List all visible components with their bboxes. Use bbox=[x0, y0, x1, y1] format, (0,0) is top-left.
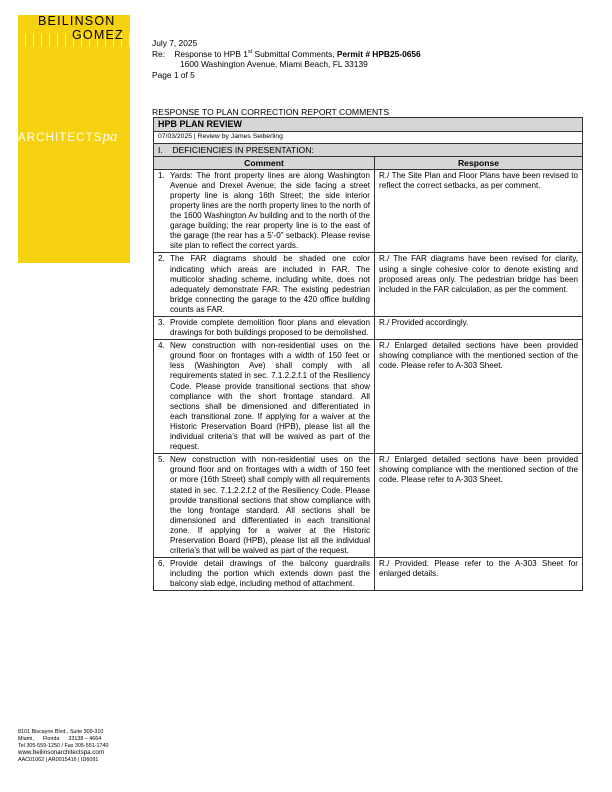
comment-cell bbox=[154, 317, 375, 340]
re-sup: st bbox=[247, 48, 253, 55]
comment-number: 5. bbox=[158, 455, 165, 465]
response-cell: R./ Enlarged detailed sections have been provided showing compliance with the mentioned section of the code. Please refer to A-303 Sheet. bbox=[375, 340, 583, 454]
table-title: HPB PLAN REVIEW bbox=[154, 118, 583, 132]
column-header-comment: Comment bbox=[154, 156, 375, 169]
permit-number: Permit # HPB25-0656 bbox=[336, 48, 421, 59]
comment-text: New construction with non-residential uses on the ground floor and on frontages with a width of 150 feet or more (16th Street) shall comply with all requirements stated in sec. 7.1.2.2.f.2 of the Resiliency Code. Please provide transitional sections that show compliance with the long frontage standard. All sections shall be dimensioned and differentiated in each transitional zone. If applying for a waiver at the Historic Preservation Board (HPB), please list all the individual criteria’s that will be waived as part of the request. bbox=[170, 455, 370, 556]
column-header-row bbox=[154, 156, 583, 169]
footer-website: www.beilinsonarchitectspa.com bbox=[18, 749, 104, 757]
table-row bbox=[154, 454, 583, 558]
deficiencies-label: DEFICIENCIES IN PRESENTATION: bbox=[172, 144, 314, 155]
table-subtitle: 07/03/2025 | Review by James Seiberling bbox=[154, 132, 583, 144]
comment-text: New construction with non-residential uses on the ground floor on frontages with a width of 150 feet or less (Washington Ave) shall comply with all requirements stated in sec. 7.1.2.2.f.1 of the Resiliency Code. Please provide transitional sections that show compliance with the short frontage standard. All sections shall be dimensioned and differentiated in each transitional zone. If applying for a waiver at the Historic Preservation Board (HPB), please list all the individual criteria’s that will be waived as part of the request. bbox=[170, 341, 370, 452]
letter-address: 1600 Washington Avenue, Miami Beach, FL 33139 bbox=[180, 59, 368, 70]
deficiencies-row bbox=[154, 143, 583, 156]
footer-line-phone: Tel 305-559-1250 / Fax 305-551-1740 bbox=[18, 742, 109, 749]
plan-review-table bbox=[153, 117, 583, 591]
logo-architects bbox=[18, 129, 117, 146]
table-row bbox=[154, 558, 583, 591]
logo-line-beilinson: BEILINSON bbox=[38, 14, 116, 28]
table-subtitle-row bbox=[154, 132, 583, 144]
table-row bbox=[154, 169, 583, 253]
response-cell: R./ Enlarged detailed sections have been provided showing compliance with the mentioned section of the code. Please refer to A-303 Sheet. bbox=[375, 454, 583, 558]
comment-text: Provide complete demolition floor plans and elevation drawings for both buildings proposed to be demolished. bbox=[170, 318, 370, 338]
comment-text: Yards: The front property lines are along Washington Avenue and Drexel Avenue; the side facing a street property line is along 16th Street; the side interior property lines are the north property lines to the north of the 1600 Washington Av building and to the north of the garage building; the rear property line is to the east of the garage (the rear has a 5’-0” setback). Please revise site plan to reflect the correct yards. bbox=[170, 170, 370, 251]
comment-cell bbox=[154, 454, 375, 558]
comment-number: 1. bbox=[158, 170, 165, 180]
comment-text: The FAR diagrams should be shaded one color indicating which areas are included in FAR. The multicolor shading scheme, including white, does not adequately demonstrate FAR. The existing pedestrian bridge connecting the garage to the 420 office building counts as FAR. bbox=[170, 254, 370, 314]
deficiencies-heading bbox=[154, 143, 583, 156]
comment-number: 2. bbox=[158, 254, 165, 264]
section-title: RESPONSE TO PLAN CORRECTION REPORT COMMENTS bbox=[152, 107, 390, 117]
letter-date: July 7, 2025 bbox=[152, 38, 198, 48]
comment-text: Provide detail drawings of the balcony guardrails including the portion which extends down past the balcony slab edge, including method of attachment. bbox=[170, 559, 370, 589]
response-cell: R./ The FAR diagrams have been revised for clarity, using a single cohesive color to denote existing and proposed areas only. The pedestrian bridge has been included in the FAR calculation, as per the comment. bbox=[375, 253, 583, 317]
re-text-prefix: Response to HPB 1 bbox=[174, 48, 248, 59]
comment-cell bbox=[154, 340, 375, 454]
table-title-row bbox=[154, 118, 583, 132]
letter-header bbox=[152, 38, 421, 80]
comment-number: 6. bbox=[158, 559, 165, 569]
re-label: Re: bbox=[152, 48, 166, 59]
comment-cell bbox=[154, 558, 375, 591]
re-text-suffix: Submittal Comments, bbox=[252, 48, 337, 59]
table-row bbox=[154, 317, 583, 340]
logo-architects-text: ARCHITECTS bbox=[18, 132, 103, 144]
table-row bbox=[154, 253, 583, 317]
comment-cell bbox=[154, 253, 375, 317]
logo-wordmark bbox=[38, 14, 124, 42]
letter-page: Page 1 of 5 bbox=[152, 69, 195, 80]
column-header-response: Response bbox=[375, 156, 583, 169]
footer-line-city: Miami, Florida 33138 – 4664 bbox=[18, 735, 102, 742]
response-cell: R./ Provided. Please refer to the A-303 Sheet for enlarged details. bbox=[375, 558, 583, 591]
comment-number: 4. bbox=[158, 341, 165, 351]
logo-line-gomez: GOMEZ bbox=[72, 28, 124, 42]
footer-line-street: 8101 Biscayne Blvd., Suite 309-310 bbox=[18, 729, 104, 735]
logo-pa: pa bbox=[102, 129, 118, 145]
comment-number: 3. bbox=[158, 318, 165, 327]
response-cell: R./ Provided accordingly. bbox=[375, 317, 583, 340]
table-row bbox=[154, 340, 583, 454]
response-cell: R./ The Site Plan and Floor Plans have been revised to reflect the correct setbacks, as per comment. bbox=[375, 169, 583, 253]
footer-address bbox=[18, 729, 109, 764]
letter-re bbox=[152, 49, 421, 60]
footer-license-ids: AAC01062 | AR0015416 | ID6091 bbox=[18, 756, 99, 763]
deficiencies-number: I. bbox=[158, 144, 163, 155]
comment-cell bbox=[154, 169, 375, 253]
